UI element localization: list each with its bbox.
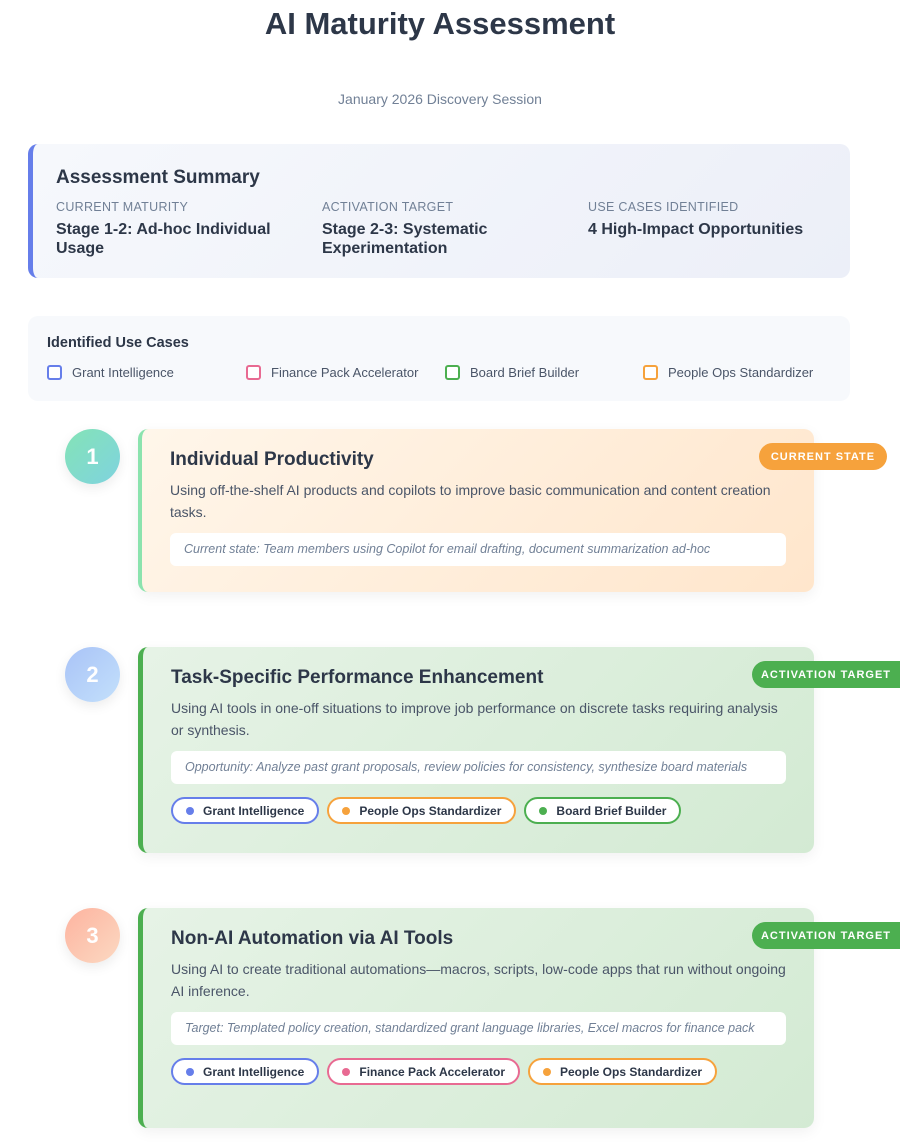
dot-icon (543, 1068, 551, 1076)
summary-value: Stage 1-2: Ad-hoc Individual Usage (56, 221, 271, 257)
stage-note: Current state: Team members using Copilot for email drafting, document summarization ad-hoc (170, 533, 786, 566)
use-case-label: People Ops Standardizer (668, 365, 814, 380)
page-subtitle: January 2026 Discovery Session (338, 91, 542, 107)
use-case-label: Grant Intelligence (72, 365, 174, 380)
stage-note: Opportunity: Analyze past grant proposals, review policies for consistency, synthesize board materials (171, 751, 786, 784)
status-badge: CURRENT STATE (759, 443, 887, 470)
stage-title: Individual Productivity (170, 449, 374, 470)
summary-label: ACTIVATION TARGET (322, 200, 454, 214)
stage-description: Using AI tools in one-off situations to improve job performance on discrete tasks requiring analysis or synthesis. (171, 700, 778, 738)
stage-description: Using AI to create traditional automations—macros, scripts, low-code apps that run without ongoing AI inference. (171, 961, 786, 999)
assessment-summary (28, 144, 850, 278)
use-case-grant-intelligence[interactable] (47, 365, 174, 380)
page-title: AI Maturity Assessment (264, 6, 616, 41)
checkbox-icon[interactable] (47, 365, 62, 380)
dot-icon (342, 807, 350, 815)
checkbox-icon[interactable] (643, 365, 658, 380)
stage-number-badge: 3 (65, 908, 120, 963)
summary-value: Stage 2-3: Systematic Experimentation (322, 221, 488, 257)
chip-people-ops-standardizer[interactable] (528, 1058, 717, 1085)
use-case-label: Finance Pack Accelerator (271, 365, 419, 380)
chip-grant-intelligence[interactable] (171, 1058, 319, 1085)
stage-card-1 (138, 429, 814, 592)
chip-grant-intelligence[interactable] (171, 797, 319, 824)
stage-title: Task-Specific Performance Enhancement (171, 667, 544, 688)
use-case-label: Board Brief Builder (470, 365, 580, 380)
use-cases-legend (28, 316, 850, 401)
stage-note: Target: Templated policy creation, standardized grant language libraries, Excel macros for finance pack (171, 1012, 786, 1045)
stage-description: Using off-the-shelf AI products and copilots to improve basic communication and content creation tasks. (170, 482, 771, 520)
summary-activation-target (322, 200, 562, 258)
chip-board-brief-builder[interactable] (524, 797, 681, 824)
use-cases-title: Identified Use Cases (47, 335, 189, 351)
chip-label: People Ops Standardizer (359, 803, 502, 818)
use-case-people-ops-standardizer[interactable] (643, 365, 813, 380)
status-badge: ACTIVATION TARGET (752, 922, 900, 949)
stage-title: Non-AI Automation via AI Tools (171, 928, 454, 949)
stage-card-2 (138, 647, 814, 853)
checkbox-icon[interactable] (246, 365, 261, 380)
summary-value: 4 High-Impact Opportunities (588, 221, 804, 238)
summary-title: Assessment Summary (56, 167, 260, 188)
stage-card-3 (138, 908, 814, 1128)
summary-current-maturity (56, 200, 296, 258)
dot-icon (186, 1068, 194, 1076)
stage-number-badge: 2 (65, 647, 120, 702)
chip-label: Grant Intelligence (203, 1064, 305, 1079)
use-case-chips (171, 797, 786, 824)
use-case-board-brief-builder[interactable] (445, 365, 579, 380)
chip-label: Grant Intelligence (203, 803, 305, 818)
checkbox-icon[interactable] (445, 365, 460, 380)
use-case-chips (171, 1058, 786, 1085)
summary-label: CURRENT MATURITY (56, 200, 189, 214)
dot-icon (539, 807, 547, 815)
status-badge: ACTIVATION TARGET (752, 661, 900, 688)
stage-number-badge: 1 (65, 429, 120, 484)
summary-label: USE CASES IDENTIFIED (588, 200, 739, 214)
chip-label: Finance Pack Accelerator (359, 1064, 505, 1079)
use-case-finance-pack-accelerator[interactable] (246, 365, 418, 380)
dot-icon (186, 807, 194, 815)
chip-finance-pack-accelerator[interactable] (327, 1058, 520, 1085)
chip-people-ops-standardizer[interactable] (327, 797, 516, 824)
summary-use-cases (588, 200, 828, 239)
chip-label: People Ops Standardizer (560, 1064, 703, 1079)
chip-label: Board Brief Builder (556, 803, 667, 818)
dot-icon (342, 1068, 350, 1076)
